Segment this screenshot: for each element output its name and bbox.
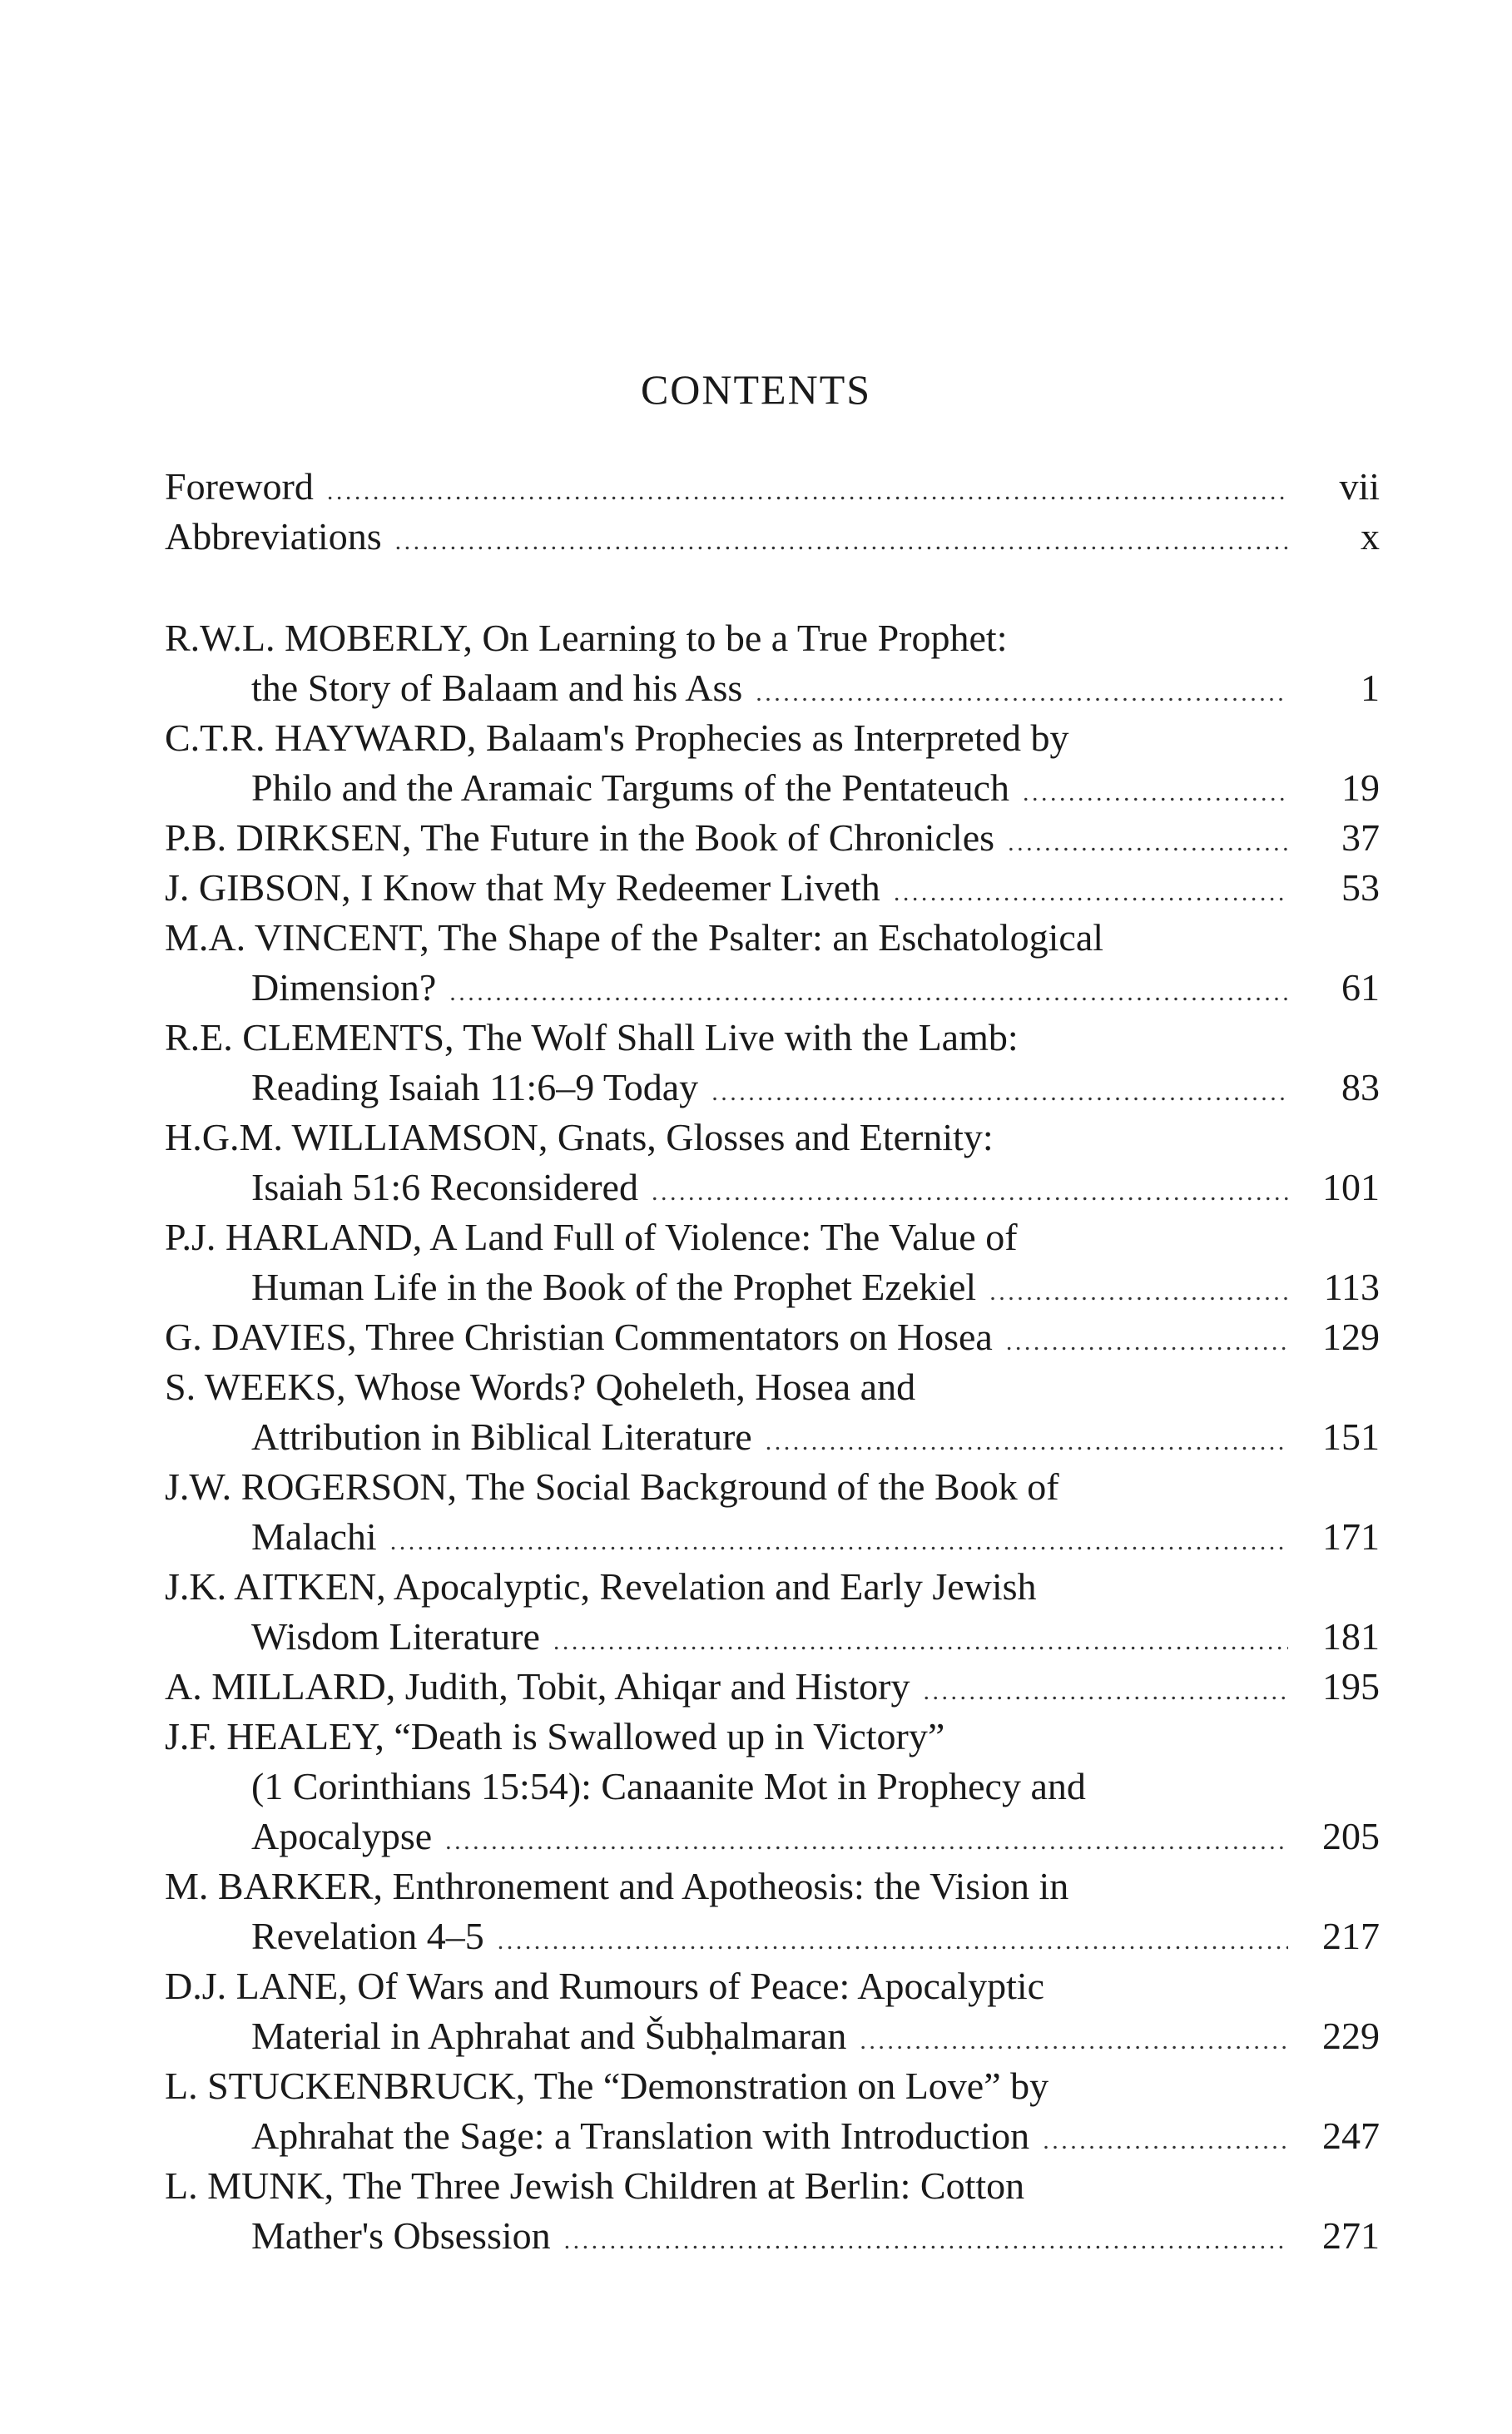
dot-leader [564,2216,1288,2266]
toc-line [165,613,1380,663]
entry-title-continuation: (1 Corinthians 15:54): Canaanite Mot in Prophecy and [251,1765,1086,1807]
page-number: 129 [1322,1316,1380,1358]
toc-entry [165,1212,1380,1312]
toc-line [165,462,1380,512]
page-number: 271 [1322,2214,1380,2257]
page-number: 217 [1322,1915,1380,1957]
dot-leader [652,1167,1288,1217]
toc-line [165,1612,1380,1662]
toc-line [165,2111,1380,2161]
entry-author-title: L. STUCKENBRUCK, The “Demonstration on Love” by [165,2065,1049,2107]
toc-line [165,1961,1380,2011]
page-number: 229 [1322,2015,1380,2057]
toc-line [165,1662,1380,1712]
entry-author-title: J.K. AITKEN, Apocalyptic, Revelation and Early Jewish [165,1565,1037,1608]
toc-entry [165,1013,1380,1113]
dot-leader [711,1068,1288,1118]
entry-title-continuation: Mather's Obsession [251,2214,551,2257]
entry-author-title: S. WEEKS, Whose Words? Qoheleth, Hosea and [165,1366,916,1408]
entry-author-title: H.G.M. WILLIAMSON, Gnats, Glosses and Eternity: [165,1116,994,1158]
page-number: 53 [1341,866,1380,909]
dot-leader [923,1667,1288,1717]
toc-line [165,1762,1380,1812]
page-number: 195 [1322,1665,1380,1708]
page-number: 83 [1341,1066,1380,1108]
toc-line [165,1162,1380,1212]
dot-leader [894,868,1288,918]
entry-title-continuation: Human Life in the Book of the Prophet Ezekiel [251,1266,977,1308]
entry-author-title: D.J. LANE, Of Wars and Rumours of Peace: Apocalyptic [165,1965,1045,2007]
front-matter-title: Foreword [165,465,314,508]
toc-line [165,813,1380,863]
entry-author-title: A. MILLARD, Judith, Tobit, Ahiqar and History [165,1665,910,1708]
page-number: 101 [1322,1166,1380,1208]
page-number: 1 [1361,667,1380,709]
toc-line [165,963,1380,1013]
entry-title-continuation: Malachi [251,1515,377,1558]
page-number: 205 [1322,1815,1380,1857]
toc-line [165,1512,1380,1562]
toc-line [165,1212,1380,1262]
entry-author-title: J.W. ROGERSON, The Social Background of the Book of [165,1465,1059,1508]
toc-line [165,1262,1380,1312]
entry-title-continuation: Dimension? [251,966,437,1009]
page-number: 113 [1323,1266,1380,1308]
entry-author-title: P.B. DIRKSEN, The Future in the Book of Chronicles [165,816,995,859]
dot-leader [553,1617,1288,1667]
toc-line [165,713,1380,763]
toc-entry [165,1113,1380,1212]
entry-author-title: J. GIBSON, I Know that My Redeemer Liveth [165,866,880,909]
toc-entry [165,713,1380,813]
dot-leader [766,1417,1288,1467]
page-number: 151 [1322,1415,1380,1458]
toc-entry [165,613,1380,713]
toc-entry [165,1462,1380,1562]
toc-line [165,512,1380,562]
toc-line [165,1562,1380,1612]
entry-title-continuation: Reading Isaiah 11:6–9 Today [251,1066,699,1108]
toc-line [165,1312,1380,1362]
toc-line [165,1812,1380,1861]
entry-title-continuation: Revelation 4–5 [251,1915,484,1957]
entry-title-continuation: Material in Aphrahat and Šubḥalmaran [251,2015,847,2057]
entry-title-continuation: Wisdom Literature [251,1615,540,1658]
dot-leader [327,467,1288,517]
toc-line [165,1113,1380,1162]
toc-entry [165,2061,1380,2161]
entry-author-title: J.F. HEALEY, “Death is Swallowed up in Victory” [165,1715,945,1757]
dot-leader [860,2016,1288,2066]
toc-entry [165,1362,1380,1462]
toc-entry [165,913,1380,1013]
entry-author-title: C.T.R. HAYWARD, Balaam's Prophecies as Interpreted by [165,716,1069,759]
toc-line [165,2211,1380,2261]
toc-line [165,2011,1380,2061]
page-title: CONTENTS [640,366,872,413]
toc-line [165,863,1380,913]
dot-leader [395,517,1288,567]
entry-author-title: P.J. HARLAND, A Land Full of Violence: The Value of [165,1216,1018,1258]
dot-leader [1023,768,1288,818]
entry-title-continuation: Isaiah 51:6 Reconsidered [251,1166,638,1208]
entry-author-title: G. DAVIES, Three Christian Commentators on Hosea [165,1316,993,1358]
toc-line [165,663,1380,713]
toc-entry [165,1562,1380,1662]
entry-title-continuation: Aphrahat the Sage: a Translation with Introduction [251,2114,1030,2157]
toc-entry [165,863,1380,913]
front-matter-title: Abbreviations [165,515,382,558]
dot-leader [449,968,1288,1018]
dot-leader [756,668,1288,718]
entry-title-continuation: Apocalypse [251,1815,433,1857]
toc-line [165,1861,1380,1911]
entry-author-title: L. MUNK, The Three Jewish Children at Berlin: Cotton [165,2164,1025,2207]
page-number: 247 [1322,2114,1380,2157]
page-number: 61 [1341,966,1380,1009]
toc-entry [165,1312,1380,1362]
dot-leader [1043,2116,1288,2166]
entry-author-title: R.W.L. MOBERLY, On Learning to be a True Prophet: [165,617,1008,659]
dot-leader [989,1267,1288,1317]
toc-line [165,1911,1380,1961]
toc-entry [165,1662,1380,1712]
page-number: 171 [1322,1515,1380,1558]
entry-title-continuation: Attribution in Biblical Literature [251,1415,752,1458]
toc-line [165,913,1380,963]
toc-entry [165,1961,1380,2061]
toc-line [165,763,1380,813]
toc-line [165,1462,1380,1512]
dot-leader [445,1817,1288,1866]
entry-title-continuation: the Story of Balaam and his Ass [251,667,743,709]
page-number: vii [1339,465,1380,508]
dot-leader [498,1916,1288,1966]
toc-entry [165,2161,1380,2261]
page-number: 37 [1341,816,1380,859]
toc-entry [165,1861,1380,1961]
chapter-list [165,613,1380,2261]
entry-author-title: M.A. VINCENT, The Shape of the Psalter: an Eschatological [165,916,1104,959]
dot-leader [1006,1317,1288,1367]
dot-leader [1008,818,1288,868]
entry-title-continuation: Philo and the Aramaic Targums of the Pentateuch [251,766,1010,809]
toc-entry [165,1712,1380,1861]
toc-line [165,1013,1380,1063]
page-number: x [1361,515,1380,558]
toc-line [165,1412,1380,1462]
page-number: 19 [1341,766,1380,809]
toc-line [165,2161,1380,2211]
toc-line [165,1712,1380,1762]
toc-entry [165,813,1380,863]
front-matter-list [165,462,1380,562]
toc-line [165,1362,1380,1412]
entry-author-title: R.E. CLEMENTS, The Wolf Shall Live with the Lamb: [165,1016,1019,1058]
toc-line [165,2061,1380,2111]
table-of-contents [165,462,1380,2261]
toc-line [165,1063,1380,1113]
page-number: 181 [1322,1615,1380,1658]
dot-leader [390,1517,1288,1567]
entry-author-title: M. BARKER, Enthronement and Apotheosis: the Vision in [165,1865,1069,1907]
